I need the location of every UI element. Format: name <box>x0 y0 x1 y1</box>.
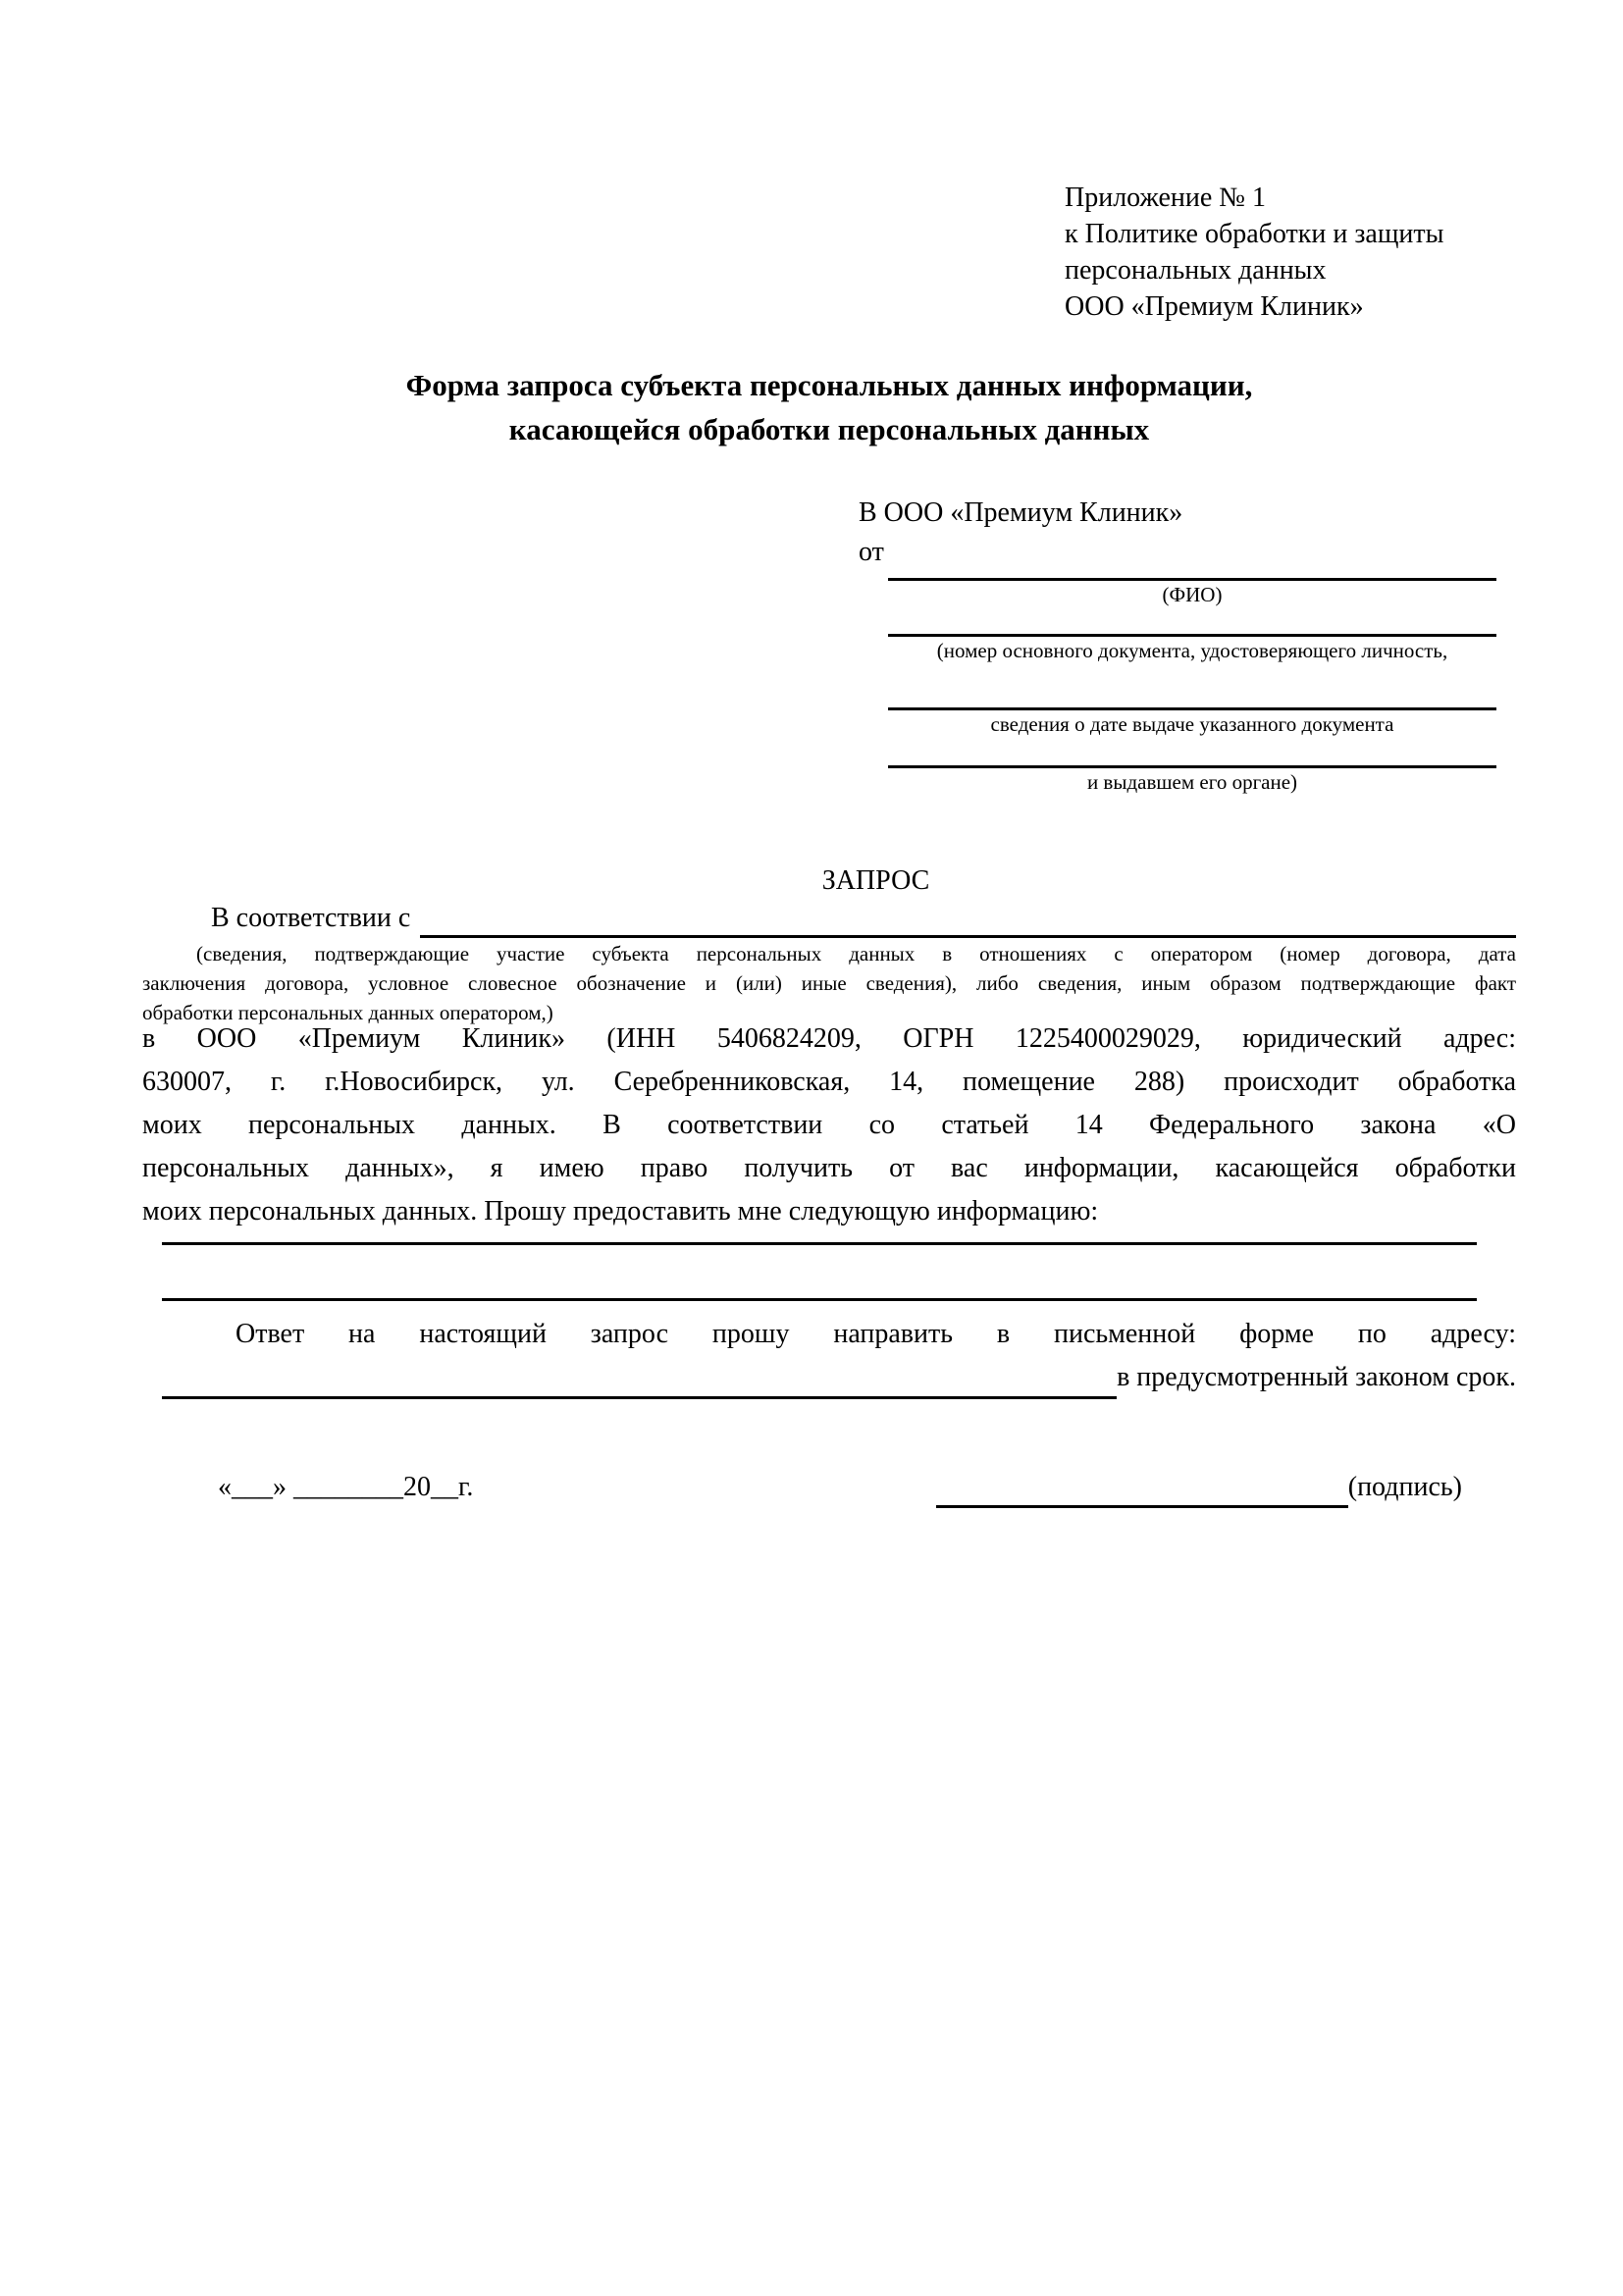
page-title-line: касающейся обработки персональных данных <box>508 412 1150 446</box>
signature-line <box>936 1473 1348 1508</box>
appendix-line: Приложение № 1 <box>1065 183 1266 213</box>
page-title-line: Форма запроса субъекта персональных данных информации, <box>405 368 1253 402</box>
addressee-to: В ООО «Премиум Клиник» <box>859 497 1183 528</box>
request-body-line: моих персональных данных. В соответствии со статьей 14 Федерального закона «О <box>142 1110 1516 1140</box>
request-body-line: в ООО «Премиум Клиник» (ИНН 5406824209, ОГРН 1225400029029, юридический адрес: <box>142 1023 1516 1054</box>
reply-text: Ответ на настоящий запрос прошу направить в письменной форме по адресу: <box>236 1319 1516 1349</box>
fill-in-line <box>420 905 1516 938</box>
fill-in-line <box>888 759 1496 768</box>
according-label: В соответствии с <box>211 903 411 933</box>
page-title <box>142 363 1516 451</box>
fio-caption: (ФИО) <box>1162 583 1223 606</box>
fill-in-line <box>888 702 1496 710</box>
request-body <box>142 1018 1516 1233</box>
signature-caption: (подпись) <box>1347 1472 1462 1502</box>
reply-tail: в предусмотренный законом срок. <box>1117 1362 1516 1392</box>
fill-in-line <box>162 1366 1117 1399</box>
appendix-line: ООО «Премиум Клиник» <box>1065 291 1364 322</box>
fill-in-line <box>162 1242 1477 1245</box>
appendix-block <box>1065 180 1443 325</box>
document-number-caption: (номер основного документа, удостоверяющего личность, <box>936 639 1448 662</box>
fill-in-line <box>888 628 1496 637</box>
issue-date-caption: сведения о дате выдаче указанного документа <box>990 712 1394 736</box>
addressee-block <box>859 494 1496 795</box>
reply-paragraph <box>142 1313 1516 1399</box>
appendix-line: к Политике обработки и защиты <box>1065 219 1444 249</box>
fine-print-line: обработки персональных данных оператором,) <box>142 1001 553 1024</box>
fio-field <box>888 572 1496 607</box>
date-signature-row <box>142 1467 1516 1508</box>
request-body-line: 630007, г. г.Новосибирск, ул. Серебренниковская, 14, помещение 288) происходит обработка <box>142 1067 1516 1097</box>
according-row <box>142 899 1516 938</box>
fine-print-line: заключения договора, условное словесное обозначение и (или) иные сведения), либо сведения, иным образом подтверждающие факт <box>142 971 1516 995</box>
issue-date-field <box>888 702 1496 737</box>
document-number-field <box>888 628 1496 663</box>
addressee-from-label: от <box>859 537 884 567</box>
fill-in-line <box>888 572 1496 581</box>
fill-in-line <box>162 1298 1477 1301</box>
request-body-line: моих персональных данных. Прошу предоставить мне следующую информацию: <box>142 1196 1099 1226</box>
fine-print <box>142 939 1516 1027</box>
fine-print-line: (сведения, подтверждающие участие субъекта персональных данных в отношениях с оператором (номер договора, дата <box>196 942 1516 965</box>
issuing-authority-caption: и выдавшем его органе) <box>1086 770 1298 794</box>
reply-address-row <box>142 1356 1516 1399</box>
appendix-line: персональных данных <box>1065 255 1327 286</box>
issuing-authority-field <box>888 759 1496 795</box>
request-body-line: персональных данных», я имею право получить от вас информации, касающейся обработки <box>142 1153 1516 1183</box>
request-heading: ЗАПРОС <box>821 865 930 896</box>
date-template: «___» ________20__г. <box>218 1472 474 1502</box>
